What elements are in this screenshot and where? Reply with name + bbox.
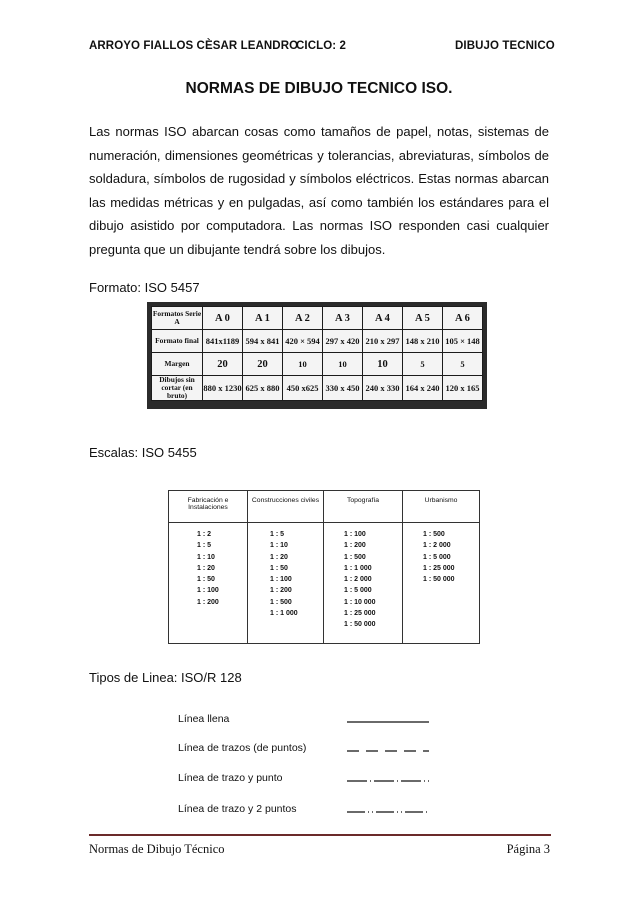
solid-line-sample	[347, 717, 429, 727]
list-item: 1 : 10	[197, 553, 215, 561]
line-type-label: Línea de trazo y 2 puntos	[178, 803, 297, 815]
list-item: 1 : 50	[270, 564, 288, 572]
intro-paragraph: Las normas ISO abarcan cosas como tamaños de papel, notas, sistemas de numeración, dimensiones geométricas y tolerancias, abreviaturas, símbolos de soldadura, símbolos de rugosidad y símbolos eléctricos. Estas normas abarcan las medidas métricas y en pulgadas, así como también los estándares para el dibujo asistido por computadora. Las normas ISO responden casi cualquier pregunta que un dibujante tendrá sobre los dibujos.	[89, 124, 549, 257]
list-item: 1 : 1 000	[344, 564, 372, 572]
table-cell: 120 x 165	[443, 376, 483, 401]
list-item: 1 : 500	[344, 553, 366, 561]
table-header-cell: A 4	[363, 307, 403, 330]
table-cell: 5	[403, 353, 443, 376]
list-item: 1 : 10 000	[344, 598, 376, 606]
list-item: 1 : 500	[423, 531, 445, 538]
row-label: Formato final	[152, 330, 203, 353]
line-type-label: Línea llena	[178, 713, 230, 725]
row-label: Margen	[152, 353, 203, 376]
table-cell: 240 x 330	[363, 376, 403, 401]
table-cell: 450 x625	[283, 376, 323, 401]
list-item: 1 : 5	[197, 542, 212, 550]
formato-table	[151, 306, 483, 401]
table-header-cell: A 0	[203, 307, 243, 330]
escalas-column	[403, 491, 479, 643]
dash-dot-line-sample	[347, 776, 429, 786]
dashed-line-sample	[347, 746, 429, 756]
scale-list	[270, 529, 298, 619]
header-divider	[169, 522, 479, 523]
formato-header-label: Formatos Serie A	[152, 307, 203, 330]
dash-two-dot-line-sample	[347, 807, 429, 817]
table-cell: 148 x 210	[403, 330, 443, 353]
list-item: 1 : 1 000	[270, 610, 298, 618]
list-item: 1 : 200	[344, 542, 366, 550]
table-cell: 164 x 240	[403, 376, 443, 401]
table-cell: 10	[323, 353, 363, 376]
escalas-table	[168, 490, 480, 644]
table-cell: 297 x 420	[323, 330, 363, 353]
list-item: 1 : 500	[270, 598, 292, 606]
column-header: Construcciones civiles	[251, 497, 320, 504]
list-item: 1 : 20	[197, 564, 215, 572]
table-cell: 20	[243, 353, 283, 376]
list-item: 1 : 200	[197, 598, 219, 606]
table-row	[152, 353, 483, 376]
scale-list	[423, 529, 455, 585]
list-item: 1 : 2	[197, 531, 212, 538]
line-type-label: Línea de trazo y punto	[178, 772, 283, 784]
list-item: 1 : 2 000	[344, 576, 372, 584]
scale-list	[344, 529, 376, 631]
table-cell: 841x1189	[203, 330, 243, 353]
escalas-column	[169, 491, 248, 643]
table-cell: 20	[203, 353, 243, 376]
table-cell: 420 × 594	[283, 330, 323, 353]
table-cell: 10	[283, 353, 323, 376]
table-cell: 594 x 841	[243, 330, 283, 353]
lineas-caption: Tipos de Linea: ISO/R 128	[89, 670, 242, 685]
scale-list	[197, 529, 219, 608]
list-item: 1 : 200	[270, 587, 292, 595]
list-item: 1 : 25 000	[423, 564, 455, 572]
formato-caption: Formato: ISO 5457	[89, 280, 200, 295]
page-title: NORMAS DE DIBUJO TECNICO ISO.	[185, 80, 453, 97]
footer-left: Normas de Dibujo Técnico	[89, 842, 225, 856]
list-item: 1 : 100	[344, 531, 366, 538]
table-header-cell: A 3	[323, 307, 363, 330]
list-item: 1 : 5 000	[423, 553, 451, 561]
list-item: 1 : 20	[270, 553, 288, 561]
table-header-cell: A 1	[243, 307, 283, 330]
table-cell: 5	[443, 353, 483, 376]
column-header: Fabricación e Instalaciones	[187, 497, 229, 511]
list-item: 1 : 10	[270, 542, 288, 550]
table-header-cell: A 6	[443, 307, 483, 330]
escalas-caption: Escalas: ISO 5455	[89, 445, 197, 460]
table-row	[152, 307, 483, 330]
table-cell: 10	[363, 353, 403, 376]
formato-table-image	[147, 302, 487, 409]
list-item: 1 : 100	[270, 576, 292, 584]
table-header-cell: A 2	[283, 307, 323, 330]
header-author: ARROYO FIALLOS CÈSAR LEANDRO	[89, 40, 299, 52]
list-item: 1 : 100	[197, 587, 219, 595]
table-cell: 330 x 450	[323, 376, 363, 401]
table-row	[152, 330, 483, 353]
table-header-cell: A 5	[403, 307, 443, 330]
column-header: Urbanismo	[424, 497, 458, 504]
table-cell: 105 × 148	[443, 330, 483, 353]
list-item: 1 : 50 000	[344, 621, 376, 629]
list-item: 1 : 50 000	[423, 576, 455, 584]
table-row	[152, 376, 483, 401]
table-cell: 880 x 1230	[203, 376, 243, 401]
escalas-column	[324, 491, 403, 643]
header-cycle: CICLO: 2	[296, 40, 346, 52]
header-subject: DIBUJO TECNICO	[455, 40, 555, 52]
footer-divider	[89, 834, 551, 836]
footer-page-number: Página 3	[506, 842, 550, 856]
list-item: 1 : 2 000	[423, 542, 451, 550]
list-item: 1 : 5	[270, 531, 285, 538]
escalas-column	[248, 491, 324, 643]
table-cell: 625 x 880	[243, 376, 283, 401]
list-item: 1 : 25 000	[344, 610, 376, 618]
row-label: Dibujos sin cortar (en bruto)	[152, 376, 203, 401]
table-cell: 210 x 297	[363, 330, 403, 353]
line-type-label: Línea de trazos (de puntos)	[178, 742, 307, 754]
list-item: 1 : 50	[197, 576, 215, 584]
column-header: Topografía	[346, 497, 380, 504]
list-item: 1 : 5 000	[344, 587, 372, 595]
